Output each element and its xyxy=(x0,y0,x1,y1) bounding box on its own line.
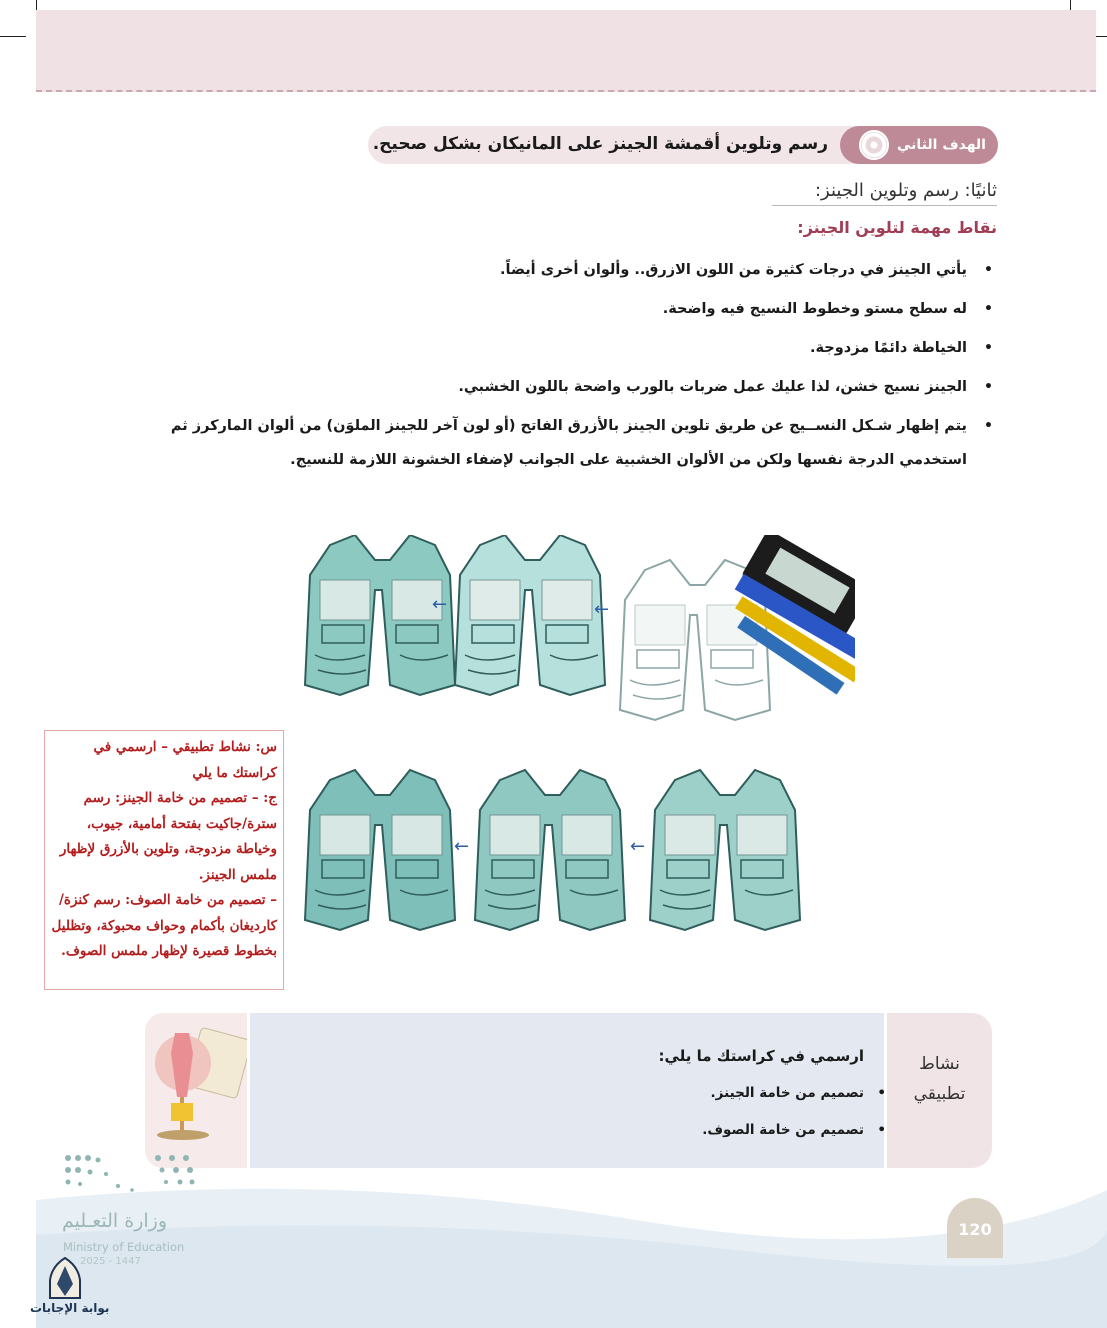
portal-name: بوابة الإجابات xyxy=(30,1301,110,1315)
list-item: • الخياطة دائمًا مزدوجة. xyxy=(107,338,967,358)
activity-label-line: تطبيقي xyxy=(913,1084,966,1104)
answer-question: س: نشاط تطبيقي – ارسمي في كراستك ما يلي xyxy=(93,739,277,781)
section-subtitle: نقاط مهمة لتلوين الجينز: xyxy=(797,218,997,237)
arrow-left-icon: ← xyxy=(454,836,470,857)
denim-vests-figure xyxy=(295,535,855,975)
list-item: • يتم إظهار شـكل النســيج عن طريق تلوين الجينز بالأزرق الفاتح (أو لون آخر للجينز الملوَن) من ألوان الماركرز ثم استخدمي الدرجة نفسها ولكن من الألوان الخشبية على الجوانب لإضفاء الخشونة اللازمة للنسيج. xyxy=(107,409,967,477)
ministry-year: 2025 - 1447 xyxy=(80,1256,141,1267)
list-item: • تصميم من خامة الصوف. xyxy=(702,1122,864,1138)
ministry-name-en: Ministry of Education xyxy=(63,1240,185,1254)
activity-lead: ارسمي في كراستك ما يلي: xyxy=(658,1047,864,1065)
activity-illustration-panel xyxy=(145,1013,247,1168)
header-divider xyxy=(36,90,1096,92)
disc-icon xyxy=(859,130,889,160)
ministry-name-ar: وزارة التعـليم xyxy=(62,1210,168,1232)
activity-card xyxy=(145,1013,992,1168)
goal-badge-label: الهدف الثاني xyxy=(897,137,986,153)
page-number: 120 xyxy=(947,1198,1003,1258)
activity-content xyxy=(247,1013,887,1168)
list-item: • الجينز نسيج خشن، لذا عليك عمل ضربات بالورب واضحة باللون الخشبي. xyxy=(107,377,967,397)
activity-label-line: نشاط xyxy=(919,1054,960,1074)
vest-shaded xyxy=(475,770,625,930)
answer-box xyxy=(44,730,284,990)
answer-wool: – تصميم من خامة الصوف: رسم كنزة/ كارديغان بأكمام وحواف محبوكة، وتظليل بخطوط قصيرة لإظهار ملمس الصوف. xyxy=(51,892,277,959)
activity-label xyxy=(887,1049,992,1109)
arrow-left-icon: ← xyxy=(630,836,646,857)
activity-label-panel xyxy=(887,1013,992,1168)
goal-banner xyxy=(368,126,998,164)
points-list xyxy=(107,260,967,496)
vest-shaded xyxy=(305,770,455,930)
list-item: • له سطح مستو وخطوط النسيج فيه واضحة. xyxy=(107,299,967,319)
arrow-left-icon: ← xyxy=(594,599,610,620)
goal-badge xyxy=(840,126,998,164)
vest-light xyxy=(455,535,605,695)
list-item: • تصميم من خامة الجينز. xyxy=(702,1085,864,1101)
answer-jeans: ج: – تصميم من خامة الجينز: رسم سترة/جاكيت بفتحة أمامية، جيوب، وخياطة مزدوجة، وتلوين بالأزرق لإظهار ملمس الجينز. xyxy=(59,790,277,883)
portal-logo-icon xyxy=(44,1256,86,1300)
header-band xyxy=(36,10,1096,92)
mannequin-illustration xyxy=(145,1013,247,1168)
goal-text: رسم وتلوين أقمشة الجينز على المانيكان بشكل صحيح. xyxy=(372,134,828,154)
vest-colored xyxy=(305,535,455,695)
crop-mark xyxy=(0,36,26,37)
arrow-left-icon: ← xyxy=(432,594,448,615)
list-item: • يأتي الجينز في درجات كثيرة من اللون الازرق.. وألوان أخرى أيضاً. xyxy=(107,260,967,280)
activity-list xyxy=(702,1085,864,1159)
section-title: ثانيًا: رسم وتلوين الجينز: xyxy=(772,180,997,206)
vest-shaded xyxy=(650,770,800,930)
dots-logo-icon xyxy=(62,1152,202,1196)
